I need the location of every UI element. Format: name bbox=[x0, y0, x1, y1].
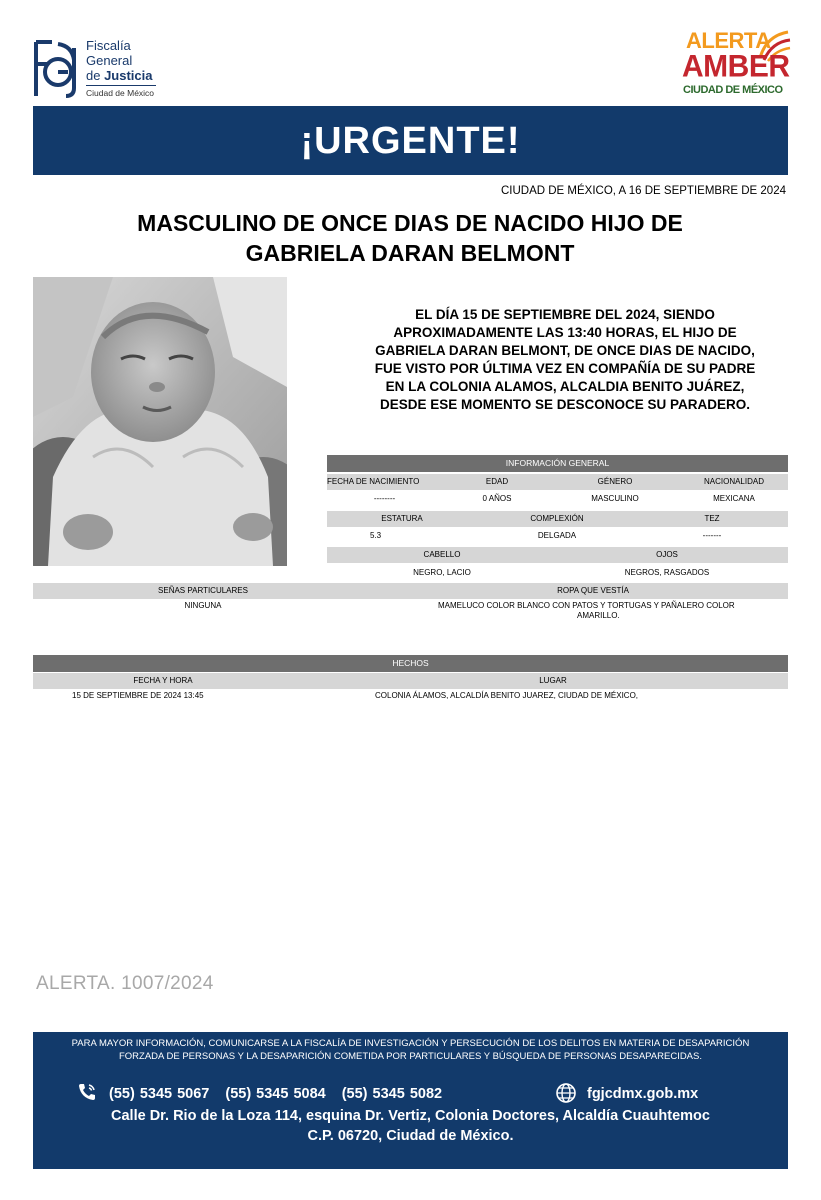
footer-contact bbox=[33, 1032, 788, 1169]
description-line: EN LA COLONIA ALAMOS, ALCALDIA BENITO JUÁREZ, bbox=[385, 379, 745, 394]
description-line: APROXIMADAMENTE LAS 13:40 HORAS, EL HIJO DE bbox=[393, 325, 737, 340]
label-age: EDAD bbox=[485, 477, 509, 486]
address bbox=[33, 1106, 788, 1146]
value-age: 0 AÑOS bbox=[482, 494, 512, 503]
globe-icon bbox=[555, 1082, 577, 1104]
info-row3-labels bbox=[327, 547, 788, 563]
value-clothing-line2: AMARILLO. bbox=[577, 611, 620, 620]
alert-number: ALERTA. 1007/2024 bbox=[36, 973, 214, 994]
fgj-name-line3 bbox=[86, 68, 153, 83]
address-line1: Calle Dr. Rio de la Loza 114, esquina Dr. Vertiz, Colonia Doctores, Alcaldía Cuauhtemoc bbox=[111, 1108, 710, 1124]
info-row1-labels bbox=[327, 474, 788, 490]
description-line: DESDE ESE MOMENTO SE DESCONOCE SU PARADERO. bbox=[379, 397, 751, 412]
urgent-banner bbox=[33, 106, 788, 175]
description-line: FUE VISTO POR ÚLTIMA VEZ EN COMPAÑÍA DE SU PADRE bbox=[374, 361, 756, 376]
urgent-title: ¡URGENTE! bbox=[300, 120, 521, 162]
info-row2-labels bbox=[327, 511, 788, 527]
label-complexion: TEZ bbox=[704, 514, 720, 523]
value-build: DELGADA bbox=[537, 531, 577, 540]
value-clothing-line1: MAMELUCO COLOR BLANCO CON PATOS Y TORTUGAS Y PAÑALERO COLOR bbox=[438, 601, 735, 610]
value-gender: MASCULINO bbox=[591, 494, 639, 503]
label-build: COMPLEXIÓN bbox=[530, 514, 584, 523]
website-link[interactable]: fgjcdmx.gob.mx bbox=[587, 1086, 699, 1102]
missing-person-photo bbox=[33, 277, 287, 566]
fgj-logo bbox=[32, 34, 167, 104]
fgj-emblem-icon bbox=[32, 38, 80, 100]
phone-number[interactable]: (55) 5345 5084 bbox=[225, 1086, 326, 1102]
label-eyes: OJOS bbox=[656, 550, 678, 559]
value-place: COLONIA ÁLAMOS, ALCALDÍA BENITO JUAREZ, CIUDAD DE MÉXICO, bbox=[375, 691, 639, 700]
footer-info-line1: PARA MAYOR INFORMACIÓN, COMUNICARSE A LA FISCALÍA DE INVESTIGACIÓN Y PERSECUCIÓN DE LOS DELITOS EN MATERIA DE DESAPARICIÓN bbox=[71, 1038, 750, 1049]
amber-word-city: CIUDAD DE MÉXICO bbox=[683, 84, 783, 96]
value-height: 5.3 bbox=[370, 531, 382, 540]
description-line: GABRIELA DARAN BELMONT, DE ONCE DIAS DE NACIDO, bbox=[375, 343, 755, 358]
infant-photo-image bbox=[33, 277, 287, 566]
value-eyes: NEGROS, RASGADOS bbox=[624, 568, 710, 577]
value-hair: NEGRO, LACIO bbox=[413, 568, 471, 577]
value-marks: NINGUNA bbox=[184, 601, 222, 610]
fgj-city: Ciudad de México bbox=[86, 88, 155, 98]
description-line: EL DÍA 15 DE SEPTIEMBRE DEL 2024, SIENDO bbox=[415, 307, 715, 322]
phone-number[interactable]: (55) 5345 5067 bbox=[109, 1086, 210, 1102]
label-gender: GÉNERO bbox=[597, 477, 633, 486]
label-height: ESTATURA bbox=[381, 514, 423, 523]
label-hair: CABELLO bbox=[423, 550, 461, 559]
hechos-labels bbox=[33, 673, 788, 689]
label-birthdate: FECHA DE NACIMIENTO bbox=[327, 477, 420, 486]
label-nationality: NACIONALIDAD bbox=[703, 477, 764, 486]
label-clothing: ROPA QUE VESTÍA bbox=[557, 586, 629, 595]
label-datetime: FECHA Y HORA bbox=[133, 676, 193, 685]
fgj-line3-bold: Justicia bbox=[104, 68, 153, 83]
date-line: CIUDAD DE MÉXICO, A 16 DE SEPTIEMBRE DE 2024 bbox=[500, 185, 786, 197]
info-general-header: INFORMACIÓN GENERAL bbox=[327, 455, 788, 472]
amber-alert-logo bbox=[680, 26, 792, 100]
fgj-name-line2: General bbox=[86, 53, 133, 68]
fgj-line3-prefix: de bbox=[86, 68, 105, 83]
amber-word-alerta: ALERTA bbox=[686, 28, 771, 53]
label-marks: SEÑAS PARTICULARES bbox=[158, 586, 248, 595]
case-description bbox=[320, 306, 810, 414]
value-complexion: ------- bbox=[702, 531, 722, 540]
footer-info-line2: FORZADA DE PERSONAS Y LA DESAPARICIÓN COMETIDA POR PARTICULARES Y BÚSQUEDA DE PERSONAS DESAPARECIDAS. bbox=[118, 1051, 702, 1062]
phone-number[interactable]: (55) 5345 5082 bbox=[341, 1086, 443, 1102]
footer-info bbox=[53, 1037, 768, 1063]
value-birthdate: -------- bbox=[373, 494, 396, 503]
value-datetime: 15 DE SEPTIEMBRE DE 2024 13:45 bbox=[72, 691, 204, 700]
amber-word-amber: AMBER bbox=[682, 49, 790, 84]
phone-numbers bbox=[109, 1086, 458, 1102]
phone-icon bbox=[77, 1082, 97, 1102]
fgj-divider bbox=[86, 85, 156, 86]
hechos-header: HECHOS bbox=[33, 655, 788, 672]
label-place: LUGAR bbox=[539, 676, 567, 685]
value-nationality: MEXICANA bbox=[713, 494, 755, 503]
main-title-line2: GABRIELA DARAN BELMONT bbox=[245, 240, 575, 266]
main-title bbox=[60, 208, 760, 268]
main-title-line1: MASCULINO DE ONCE DIAS DE NACIDO HIJO DE bbox=[137, 210, 683, 236]
fgj-name-line1: Fiscalía bbox=[86, 38, 131, 53]
info-row4-labels bbox=[33, 583, 788, 599]
address-line2: C.P. 06720, Ciudad de México. bbox=[307, 1128, 514, 1144]
